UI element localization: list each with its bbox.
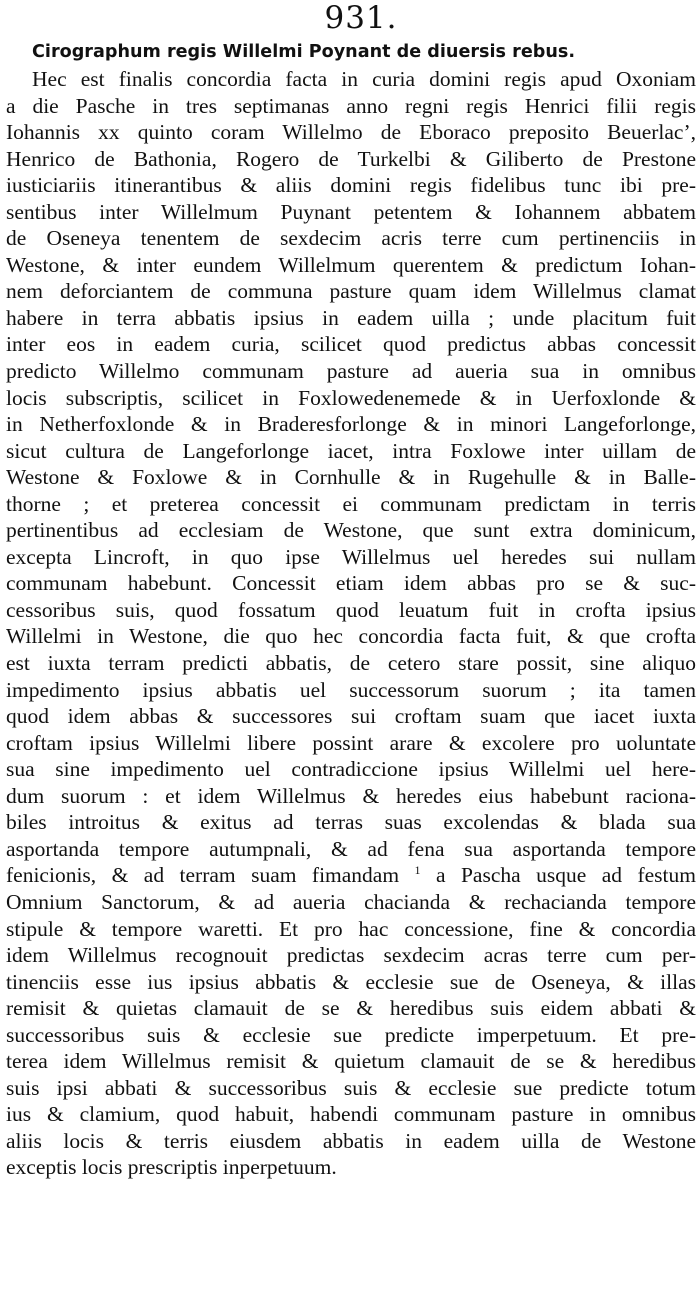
charter-title: Cirographum regis Willelmi Poynant de diuersis rebus.	[32, 42, 576, 62]
text-line: Westone, & inter eundem Willelmum querentem & predictum Iohan-	[6, 252, 696, 277]
charter-text	[6, 66, 696, 1181]
text-line: terea idem Willelmus remisit & quietum clamauit de se & heredibus	[6, 1049, 696, 1074]
footnote-reference: 1	[414, 863, 421, 878]
text-line: thorne ; et preterea concessit ei communam predictam in terris	[6, 491, 696, 516]
text-line: Hec est finalis concordia facta in curia domini regis apud Oxoniam	[32, 67, 696, 91]
text-line: excepta Lincroft, in quo ipse Willelmus uel heredes sui nullam	[6, 544, 696, 569]
text-line: stipule & tempore waretti. Et pro hac concessione, fine & concordia	[6, 916, 696, 941]
text-line: remisit & quietas clamauit de se & heredibus suis eidem abbati &	[6, 996, 696, 1021]
text-line: impedimento ipsius abbatis uel successorum suorum ; ita tamen	[6, 677, 696, 702]
text-line: de Oseneya tenentem de sexdecim acris terre cum pertinenciis in	[6, 226, 696, 251]
text-line: dum suorum : et idem Willelmus & heredes eius habebunt raciona-	[6, 783, 696, 808]
text-line: suis ipsi abbati & successoribus suis & ecclesie sue predicte totum	[6, 1075, 696, 1100]
text-line: successoribus suis & ecclesie sue predicte imperpetuum. Et pre-	[6, 1022, 696, 1047]
text-line: biles introitus & exitus ad terras suas excolendas & blada sua	[6, 810, 696, 835]
text-fragment: fenicionis, & ad terram suam fimandam	[6, 863, 400, 888]
text-line: Omnium Sanctorum, & ad aueria chacianda & rechacianda tempore	[6, 889, 696, 914]
text-line: Henrico de Bathonia, Rogero de Turkelbi & Giliberto de Prestone	[6, 146, 696, 171]
text-line: quod idem abbas & successores sui croftam suam que iacet iuxta	[6, 704, 696, 729]
charter-number: 931.	[324, 0, 398, 36]
text-line: habere in terra abbatis ipsius in eadem uilla ; unde placitum fuit	[6, 305, 696, 330]
text-line: a die Pasche in tres septimanas anno regni regis Henrici filii regis	[6, 93, 696, 118]
text-line: predicto Willelmo communam pasture ad aueria sua in omnibus	[6, 359, 696, 384]
text-line: iusticiariis itinerantibus & aliis domini regis fidelibus tunc ibi pre-	[6, 173, 696, 198]
text-line-with-footnote	[6, 862, 696, 889]
text-line: exceptis locis prescriptis inperpetuum.	[6, 1155, 337, 1180]
text-line: cessoribus suis, quod fossatum quod leuatum fuit in crofta ipsius	[6, 597, 696, 622]
text-line: pertinentibus ad ecclesiam de Westone, que sunt extra dominicum,	[6, 518, 696, 543]
text-fragment: a Pascha usque ad festum	[435, 863, 696, 888]
text-line: asportanda tempore autumpnali, & ad fena sua asportanda tempore	[6, 836, 696, 861]
text-line: croftam ipsius Willelmi libere possint arare & excolere pro uoluntate	[6, 730, 696, 755]
text-line: Willelmi in Westone, die quo hec concordia facta fuit, & que crofta	[6, 624, 696, 649]
text-line: Iohannis xx quinto coram Willelmo de Eboraco preposito Beuerlac’,	[6, 120, 696, 145]
text-line: communam habebunt. Concessit etiam idem abbas pro se & suc-	[6, 571, 696, 596]
text-line: inter eos in eadem curia, scilicet quod predictus abbas concessit	[6, 332, 696, 357]
text-line: Westone & Foxlowe & in Cornhulle & in Rugehulle & in Balle-	[6, 465, 696, 490]
text-line: sentibus inter Willelmum Puynant petentem & Iohannem abbatem	[6, 199, 696, 224]
text-line: idem Willelmus recognouit predictas sexdecim acras terre cum per-	[6, 943, 696, 968]
text-line: aliis locis & terris eiusdem abbatis in eadem uilla de Westone	[6, 1128, 696, 1153]
text-line: sua sine impedimento uel contradiccione ipsius Willelmi uel here-	[6, 757, 696, 782]
text-line: tinenciis esse ius ipsius abbatis & ecclesie sue de Oseneya, & illas	[6, 969, 696, 994]
text-line: sicut cultura de Langeforlonge iacet, intra Foxlowe inter uillam de	[6, 438, 696, 463]
text-line: nem deforciantem de communa pasture quam idem Willelmus clamat	[6, 279, 696, 304]
text-line: in Netherfoxlonde & in Braderesforlonge & in minori Langeforlonge,	[6, 412, 696, 437]
text-line: ius & clamium, quod habuit, habendi communam pasture in omnibus	[6, 1102, 696, 1127]
text-line: locis subscriptis, scilicet in Foxlowedenemede & in Uerfoxlonde &	[6, 385, 696, 410]
text-line: est iuxta terram predicti abbatis, de cetero stare possit, sine aliquo	[6, 651, 696, 676]
